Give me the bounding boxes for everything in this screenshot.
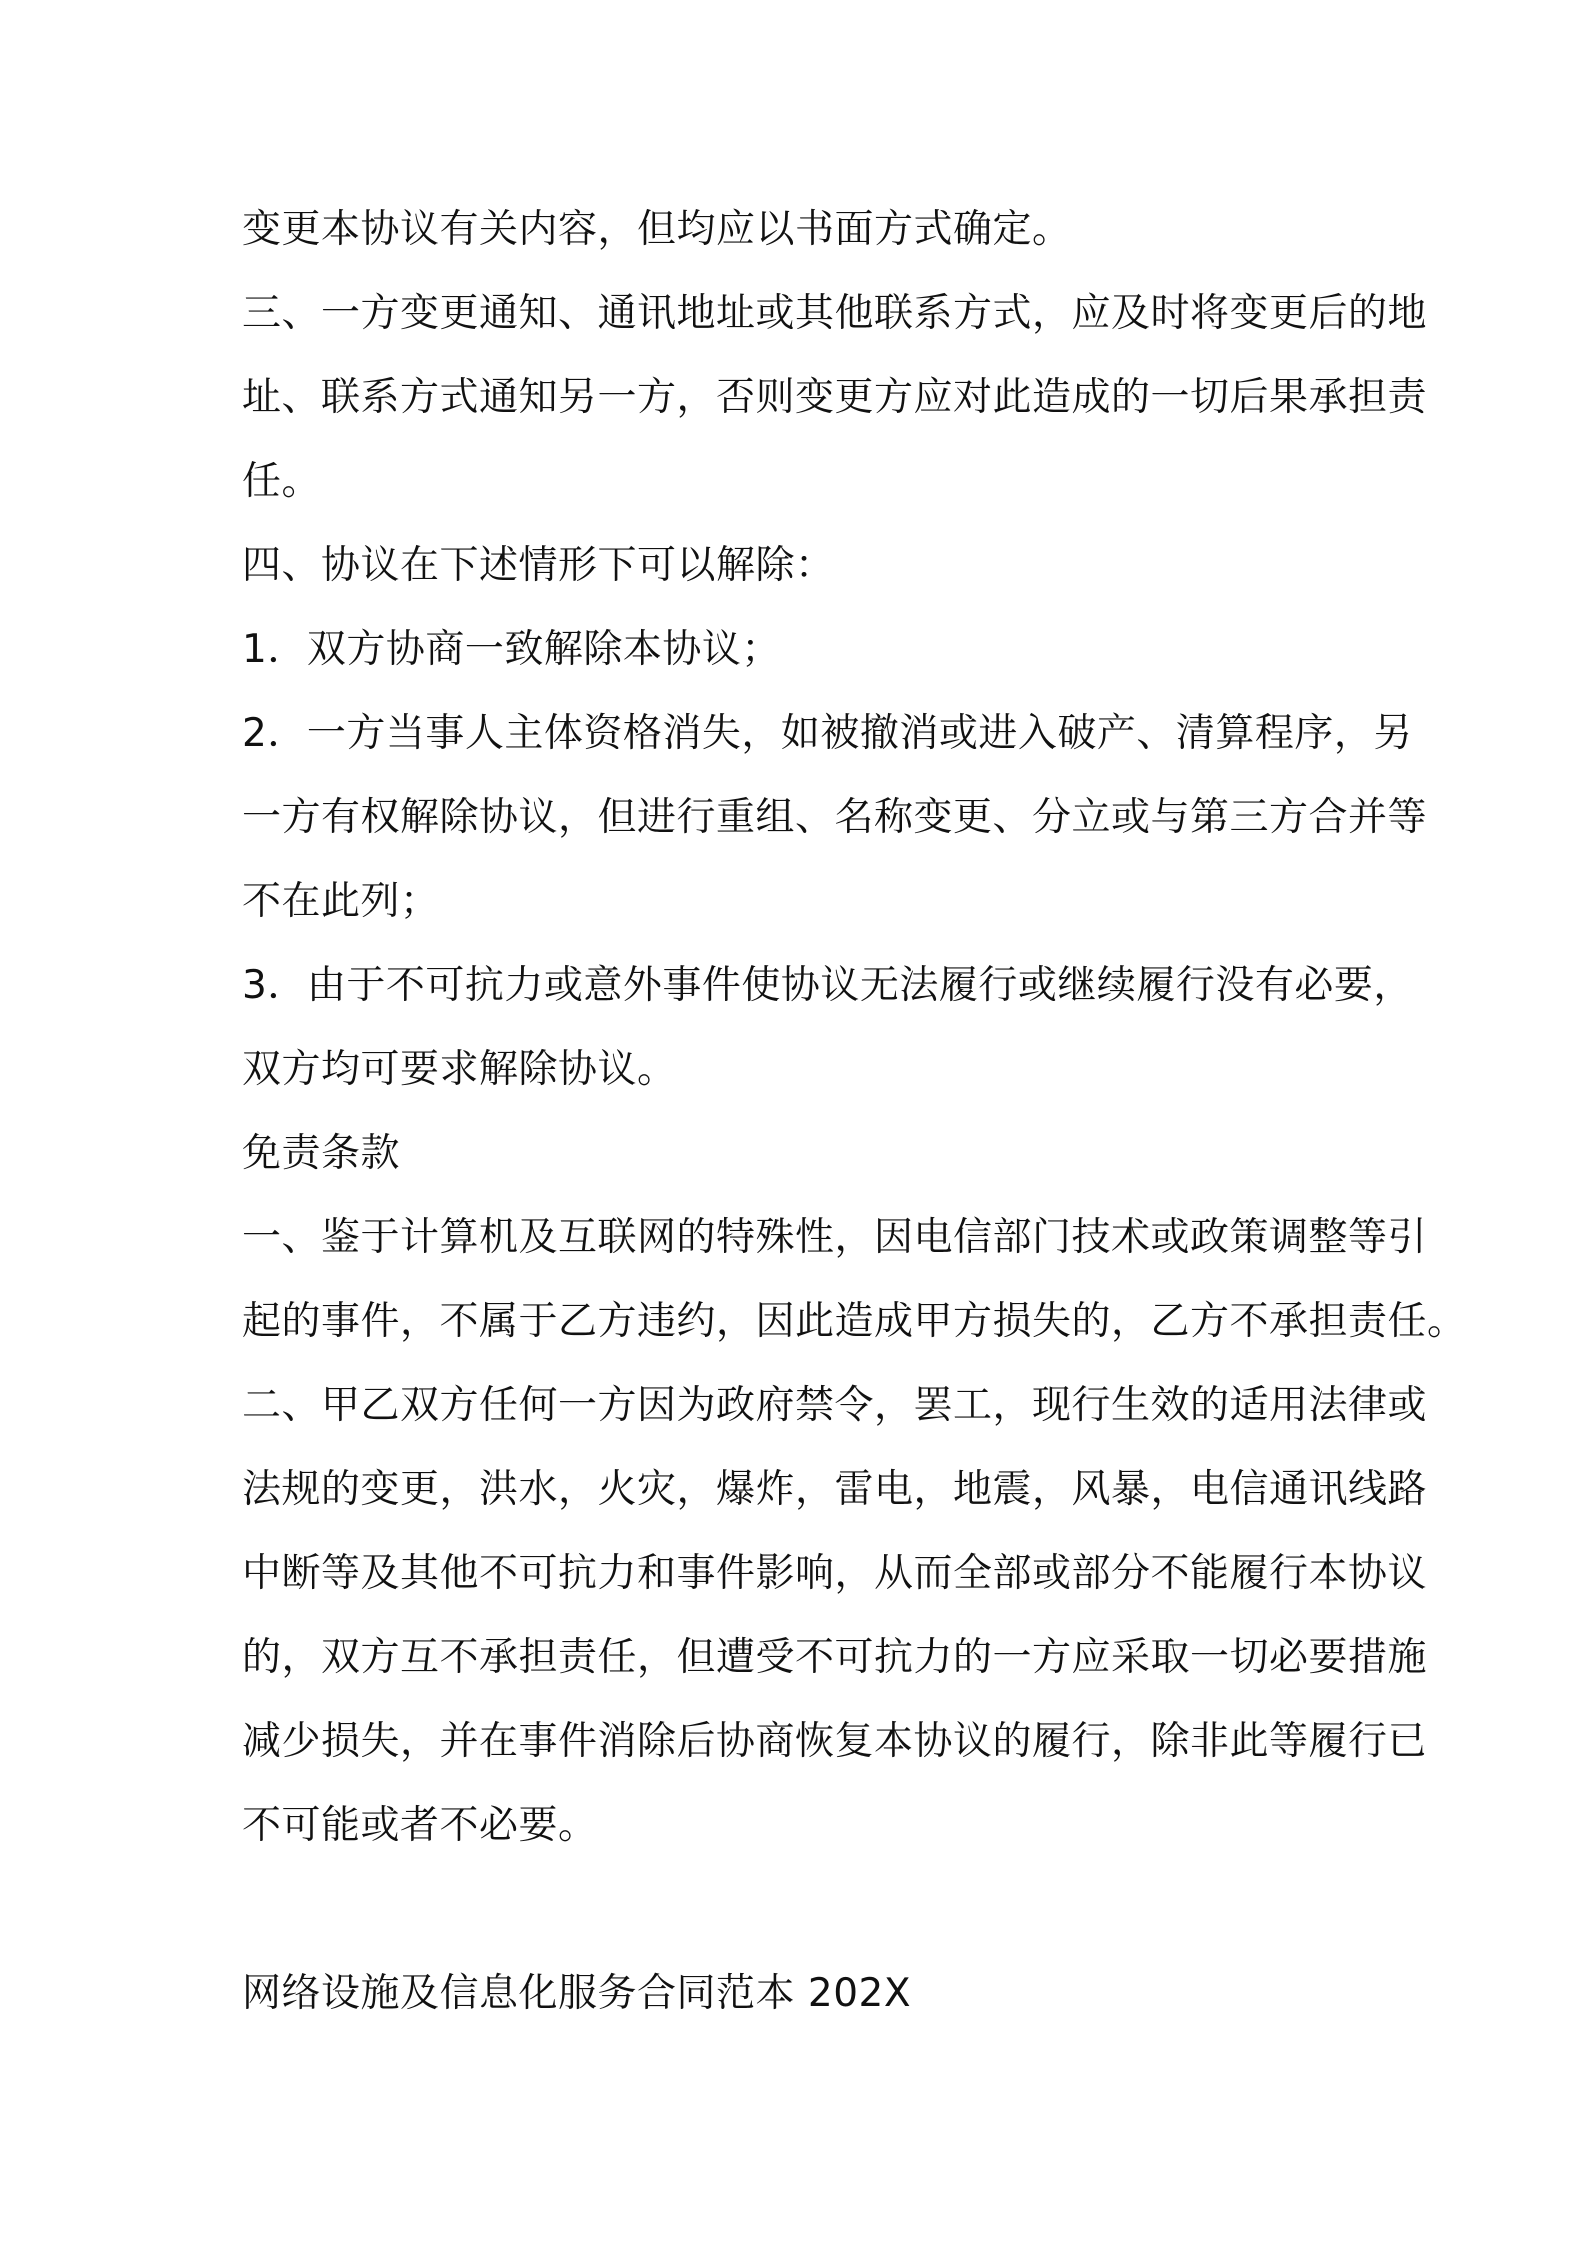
document-footer-title: 网络设施及信息化服务合同范本 202X — [242, 1971, 912, 2016]
text-line: 四、协议在下述情形下可以解除： — [242, 543, 835, 588]
text-line: 减少损失，并在事件消除后协商恢复本协议的履行，除非此等履行已 — [242, 1719, 1428, 1764]
text-line: 的，双方互不承担责任，但遭受不可抗力的一方应采取一切必要措施 — [242, 1635, 1428, 1680]
text-line: 不在此列； — [242, 879, 440, 924]
text-line: 法规的变更，洪水，火灾，爆炸，雷电，地震，风暴，电信通讯线路 — [242, 1467, 1428, 1512]
text-line: 3．由于不可抗力或意外事件使协议无法履行或继续履行没有必要， — [242, 963, 1413, 1008]
section-heading: 免责条款 — [242, 1131, 401, 1176]
text-line: 三、一方变更通知、通讯地址或其他联系方式，应及时将变更后的地 — [242, 291, 1428, 336]
text-line: 双方均可要求解除协议。 — [242, 1047, 677, 1092]
text-line: 不可能或者不必要。 — [242, 1803, 598, 1848]
text-line: 址、联系方式通知另一方，否则变更方应对此造成的一切后果承担责 — [242, 375, 1428, 420]
text-line: 一、鉴于计算机及互联网的特殊性，因电信部门技术或政策调整等引 — [242, 1215, 1428, 1260]
text-line: 中断等及其他不可抗力和事件影响，从而全部或部分不能履行本协议 — [242, 1551, 1428, 1596]
text-line: 二、甲乙双方任何一方因为政府禁令，罢工，现行生效的适用法律或 — [242, 1383, 1428, 1428]
text-line: 任。 — [242, 459, 322, 504]
text-line: 变更本协议有关内容，但均应以书面方式确定。 — [242, 207, 1072, 252]
text-line: 1．双方协商一致解除本协议； — [242, 627, 781, 672]
text-line: 2．一方当事人主体资格消失，如被撤消或进入破产、清算程序，另 — [242, 711, 1413, 756]
text-line: 起的事件，不属于乙方违约，因此造成甲方损失的，乙方不承担责任。 — [242, 1299, 1467, 1344]
text-line: 一方有权解除协议，但进行重组、名称变更、分立或与第三方合并等 — [242, 795, 1428, 840]
